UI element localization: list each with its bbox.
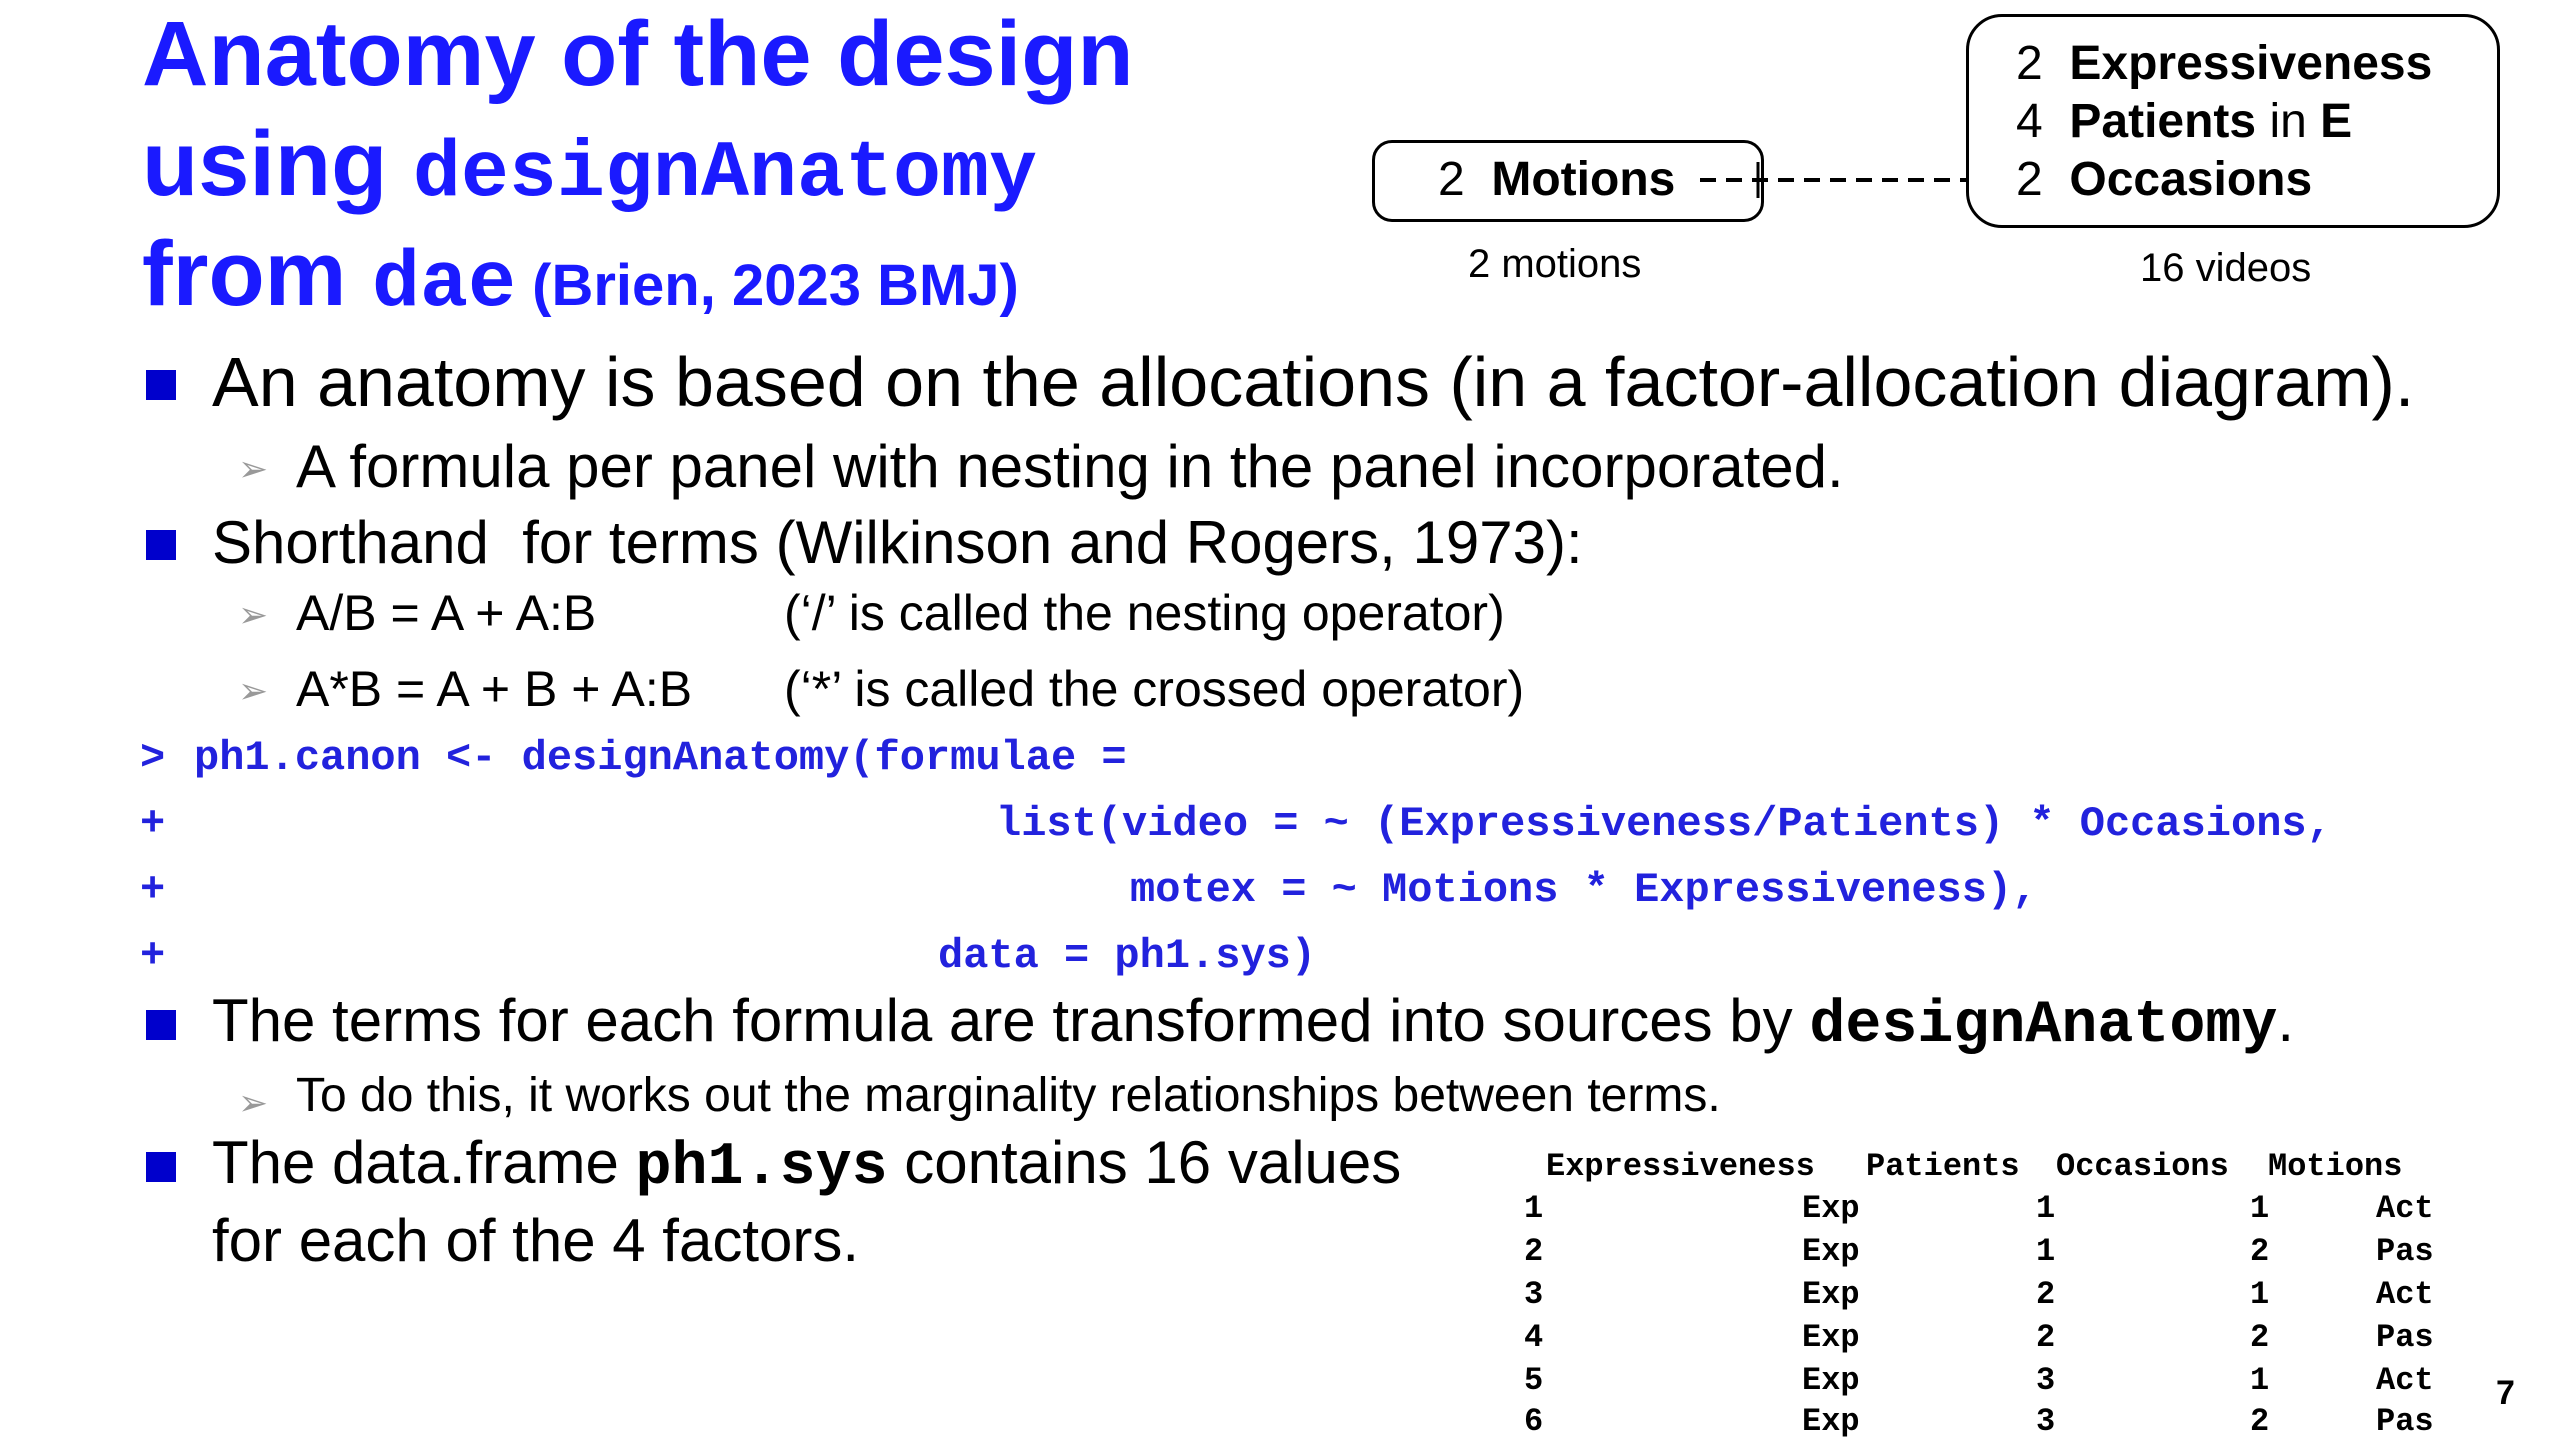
cell-motions: Act: [2376, 1362, 2434, 1399]
right-row-2-factor2: E: [2320, 95, 2353, 148]
cell-patients: 3: [2036, 1403, 2056, 1440]
row-index: 6: [1524, 1403, 1544, 1440]
cell-expressiveness: Exp: [1802, 1233, 1860, 1270]
code-prompt-4: +: [140, 932, 166, 980]
cell-patients: 1: [2036, 1233, 2056, 1270]
page-title-line-1: Anatomy of the design: [142, 3, 1134, 105]
cell-expressiveness: Exp: [1802, 1319, 1860, 1356]
cell-expressiveness: Exp: [1802, 1276, 1860, 1313]
code-line-1: ph1.canon <- designAnatomy(formulae =: [194, 734, 1127, 782]
sub-bullet-arrow-icon: ➢: [238, 1082, 269, 1123]
bullet-1-text: An anatomy is based on the allocations (in a factor-allocation diagram).: [212, 343, 2415, 421]
page-title-line-2: [142, 113, 1037, 220]
title-code-dae: dae: [372, 239, 517, 330]
diagram-right-row-2: [2016, 94, 2352, 149]
cell-patients: 2: [2036, 1319, 2056, 1356]
right-row-2-factor: Patients: [2069, 95, 2257, 148]
bullet-marker-2: [146, 530, 176, 560]
sub-bullet-arrow-icon: ➢: [238, 670, 269, 711]
diagram-right-row-1: [2016, 36, 2432, 91]
bullet-4-line-1: [212, 1128, 1401, 1202]
cell-patients: 3: [2036, 1362, 2056, 1399]
left-box-factor: Motions: [1491, 153, 1676, 206]
cell-motions: Pas: [2376, 1233, 2434, 1270]
cell-occasions: 2: [2250, 1233, 2270, 1270]
bullet-marker-1: [146, 370, 176, 400]
row-index: 2: [1524, 1233, 1544, 1270]
right-row-3-count: 2: [2016, 153, 2043, 206]
sub-bullet-arrow-icon: ➢: [238, 594, 269, 635]
right-row-3-factor: Occasions: [2069, 153, 2313, 206]
nesting-note: (‘/’ is called the nesting operator): [784, 585, 1505, 641]
table-header-occasions: Occasions: [2056, 1148, 2229, 1185]
page-title-line-3: [142, 223, 1019, 330]
bullet-3-prefix: The terms for each formula are transformed into sources by: [212, 987, 1810, 1054]
cell-motions: Pas: [2376, 1403, 2434, 1440]
cell-expressiveness: Exp: [1802, 1403, 1860, 1440]
sub-bullet-arrow-icon: ➢: [238, 448, 269, 489]
cell-occasions: 2: [2250, 1319, 2270, 1356]
diagram-left-caption: 2 motions: [1468, 242, 1642, 286]
diagram-right-row-3: [2016, 152, 2312, 207]
bullet-4-line-2: for each of the 4 factors.: [212, 1207, 860, 1274]
cell-expressiveness: Exp: [1802, 1362, 1860, 1399]
code-line-2: list(video = ~ (Expressiveness/Patients) * Occasions,: [996, 800, 2332, 848]
crossed-note: (‘*’ is called the crossed operator): [784, 661, 1525, 717]
row-index: 3: [1524, 1276, 1544, 1313]
page-number: 7: [2496, 1374, 2515, 1412]
cell-motions: Act: [2376, 1190, 2434, 1227]
bullet-marker-4: [146, 1152, 176, 1182]
right-row-1-factor: Expressiveness: [2069, 37, 2433, 90]
right-row-2-in: in: [2256, 95, 2321, 148]
left-box-count: 2: [1438, 153, 1465, 206]
right-row-1-count: 2: [2016, 37, 2043, 90]
bullet-3-suffix: .: [2277, 987, 2295, 1054]
diagram-left-box-text: [1438, 152, 1675, 207]
title-from: from: [142, 223, 372, 325]
bullet-1-sub-text: A formula per panel with nesting in the panel incorporated.: [296, 433, 1844, 500]
title-citation: (Brien, 2023 BMJ): [516, 253, 1019, 318]
bullet-3-sub-text: To do this, it works out the marginality relationships between terms.: [296, 1069, 1721, 1122]
code-prompt-3: +: [140, 866, 166, 914]
bullet-4-code: ph1.sys: [635, 1134, 888, 1202]
diagram-right-caption: 16 videos: [2140, 246, 2312, 290]
code-prompt-2: +: [140, 800, 166, 848]
cell-motions: Pas: [2376, 1319, 2434, 1356]
bullet-3-text: [212, 986, 2294, 1060]
table-header-patients: Patients: [1866, 1148, 2020, 1185]
cell-occasions: 1: [2250, 1276, 2270, 1313]
bullet-3-code: designAnatomy: [1809, 992, 2278, 1060]
title-code-designanatomy: designAnatomy: [412, 129, 1037, 220]
cell-occasions: 1: [2250, 1362, 2270, 1399]
code-prompt-1: >: [140, 734, 166, 782]
cell-patients: 1: [2036, 1190, 2056, 1227]
right-row-2-count: 4: [2016, 95, 2043, 148]
cell-occasions: 2: [2250, 1403, 2270, 1440]
code-line-4: data = ph1.sys): [938, 932, 1317, 980]
cell-motions: Act: [2376, 1276, 2434, 1313]
title-using: using: [142, 113, 413, 215]
table-header-motions: Motions: [2268, 1148, 2403, 1185]
table-header-expressiveness: Expressiveness: [1546, 1148, 1815, 1185]
bullet-4-suffix: contains 16 values: [887, 1129, 1402, 1196]
bullet-marker-3: [146, 1010, 176, 1040]
code-line-3: motex = ~ Motions * Expressiveness),: [1130, 866, 2038, 914]
bullet-2-text: Shorthand for terms (Wilkinson and Rogers, 1973):: [212, 509, 1583, 576]
row-index: 4: [1524, 1319, 1544, 1356]
nesting-formula: A/B = A + A:B: [296, 585, 597, 641]
crossed-formula: A*B = A + B + A:B: [296, 661, 693, 717]
cell-occasions: 1: [2250, 1190, 2270, 1227]
bullet-4-prefix: The data.frame: [212, 1129, 636, 1196]
cell-patients: 2: [2036, 1276, 2056, 1313]
row-index: 5: [1524, 1362, 1544, 1399]
cell-expressiveness: Exp: [1802, 1190, 1860, 1227]
row-index: 1: [1524, 1190, 1544, 1227]
